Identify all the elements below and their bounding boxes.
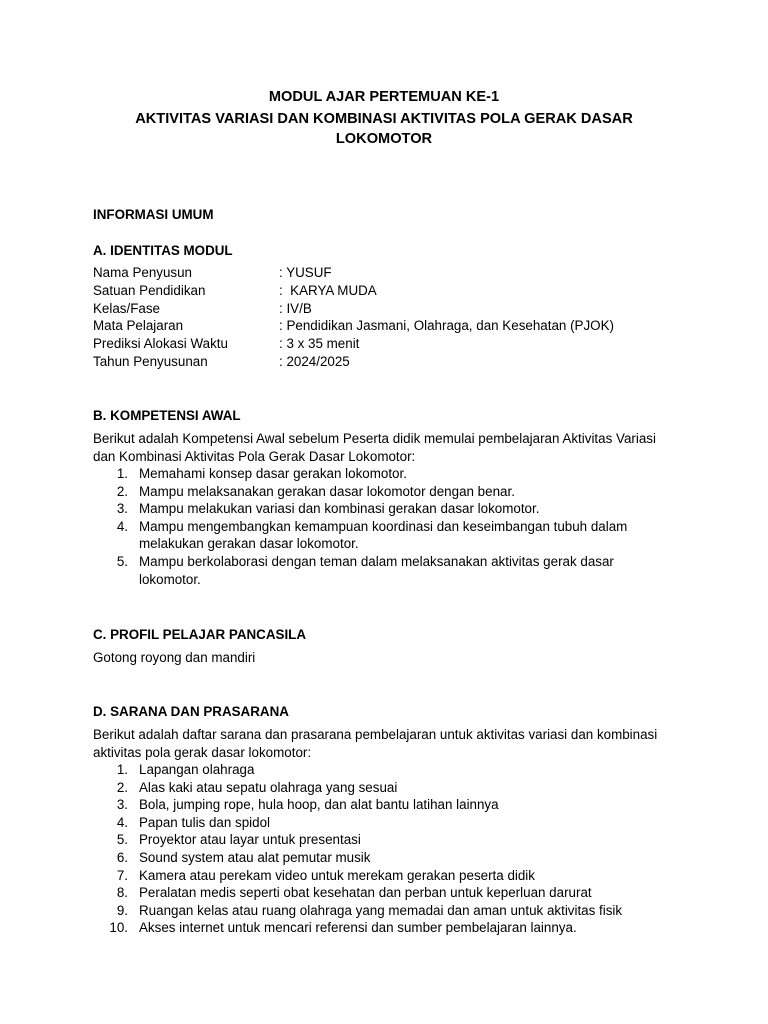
list-text: Mampu mengembangkan kemampuan koordinasi dan keseimbangan tubuh dalam melakukan gerakan dasar lokomotor. — [139, 518, 628, 552]
list-number: 6. — [116, 849, 128, 865]
list-text: Peralatan medis seperti obat kesehatan dan perban untuk keperluan darurat — [139, 885, 592, 901]
list-number: 10. — [109, 920, 128, 936]
list-text: Akses internet untuk mencari referensi dan sumber pembelajaran lainnya. — [139, 920, 577, 936]
list-number: 4. — [116, 518, 128, 534]
list-number: 2. — [116, 779, 128, 795]
list-number: 9. — [116, 902, 128, 918]
identitas-key: Prediksi Alokasi Waktu — [93, 336, 228, 352]
list-item — [93, 849, 673, 867]
list-number: 4. — [116, 814, 128, 830]
identitas-value: : 2024/2025 — [279, 353, 350, 369]
identitas-value: : KARYA MUDA — [279, 282, 377, 298]
list-item — [93, 465, 673, 483]
kompetensi-list — [93, 465, 673, 588]
identitas-row — [93, 335, 673, 353]
identitas-table — [93, 264, 673, 371]
list-text: Papan tulis dan spidol — [139, 814, 271, 830]
list-item — [93, 796, 673, 814]
list-text: Ruangan kelas atau ruang olahraga yang memadai dan aman untuk aktivitas fisik — [139, 902, 623, 918]
informasi-umum-heading: INFORMASI UMUM — [93, 207, 214, 222]
document-title — [100, 87, 668, 149]
list-number: 1. — [116, 466, 128, 481]
list-item — [93, 761, 673, 779]
title-line-3: LOKOMOTOR — [335, 131, 433, 147]
profil-pelajar-heading: C. PROFIL PELAJAR PANCASILA — [93, 627, 307, 642]
list-text: Lapangan olahraga — [139, 762, 255, 777]
identitas-row — [93, 282, 673, 300]
list-text: Kamera atau perekam video untuk merekam gerakan peserta didik — [139, 867, 535, 883]
list-number: 1. — [116, 762, 128, 777]
identitas-key: Mata Pelajaran — [93, 318, 184, 334]
list-number: 2. — [116, 483, 128, 499]
list-number: 5. — [116, 832, 128, 848]
identitas-row — [93, 264, 673, 282]
list-number: 3. — [116, 797, 128, 813]
profil-text: Gotong royong dan mandiri — [93, 650, 256, 665]
sarana-list — [93, 761, 673, 937]
list-item — [93, 902, 673, 920]
list-item — [93, 867, 673, 885]
identitas-modul-heading: A. IDENTITAS MODUL — [93, 243, 233, 258]
list-text: Memahami konsep dasar gerakan lokomotor. — [139, 466, 407, 481]
identitas-key: Nama Penyusun — [93, 265, 192, 280]
identitas-value: : YUSUF — [279, 265, 332, 280]
list-number: 5. — [116, 553, 128, 569]
list-item — [93, 831, 673, 849]
kompetensi-awal-heading: B. KOMPETENSI AWAL — [93, 408, 241, 423]
list-text: Alas kaki atau sepatu olahraga yang sesuai — [139, 779, 398, 795]
identitas-value: : IV/B — [279, 300, 312, 316]
list-item — [93, 779, 673, 797]
list-item — [93, 814, 673, 832]
list-number: 3. — [116, 501, 128, 517]
title-line-2: AKTIVITAS VARIASI DAN KOMBINASI AKTIVITAS POLA GERAK DASAR — [135, 111, 633, 127]
identitas-key: Satuan Pendidikan — [93, 282, 206, 298]
list-text: Mampu melaksanakan gerakan dasar lokomotor dengan benar. — [139, 483, 515, 499]
list-text: Mampu berkolaborasi dengan teman dalam melaksanakan aktivitas gerak dasar lokomotor. — [139, 553, 614, 587]
list-item — [93, 553, 673, 588]
identitas-row — [93, 353, 673, 371]
identitas-value: : 3 x 35 menit — [279, 336, 360, 352]
identitas-row — [93, 300, 673, 318]
title-line-1: MODUL AJAR PERTEMUAN KE-1 — [268, 89, 500, 105]
list-item — [93, 884, 673, 902]
list-text: Proyektor atau layar untuk presentasi — [139, 832, 361, 848]
identitas-value: : Pendidikan Jasmani, Olahraga, dan Kesehatan (PJOK) — [279, 318, 614, 334]
list-item — [93, 518, 673, 553]
list-text: Sound system atau alat pemutar musik — [139, 849, 371, 865]
list-item — [93, 919, 673, 937]
list-number: 7. — [116, 867, 128, 883]
sarana-prasarana-heading: D. SARANA DAN PRASARANA — [93, 704, 289, 719]
sarana-intro: Berikut adalah daftar sarana dan prasarana pembelajaran untuk aktivitas variasi dan kombinasi aktivitas pola gerak dasar lokomotor: — [93, 727, 658, 760]
list-text: Bola, jumping rope, hula hoop, dan alat bantu latihan lainnya — [139, 797, 499, 813]
list-item — [93, 500, 673, 518]
kompetensi-intro: Berikut adalah Kompetensi Awal sebelum Peserta didik memulai pembelajaran Aktivitas Variasi dan Kombinasi Aktivitas Pola Gerak Dasar Lokomotor: — [93, 431, 656, 464]
list-text: Mampu melakukan variasi dan kombinasi gerakan dasar lokomotor. — [139, 501, 540, 517]
list-item — [93, 483, 673, 501]
identitas-key: Kelas/Fase — [93, 300, 160, 316]
list-number: 8. — [116, 885, 128, 901]
identitas-row — [93, 317, 673, 335]
identitas-key: Tahun Penyusunan — [93, 353, 208, 369]
